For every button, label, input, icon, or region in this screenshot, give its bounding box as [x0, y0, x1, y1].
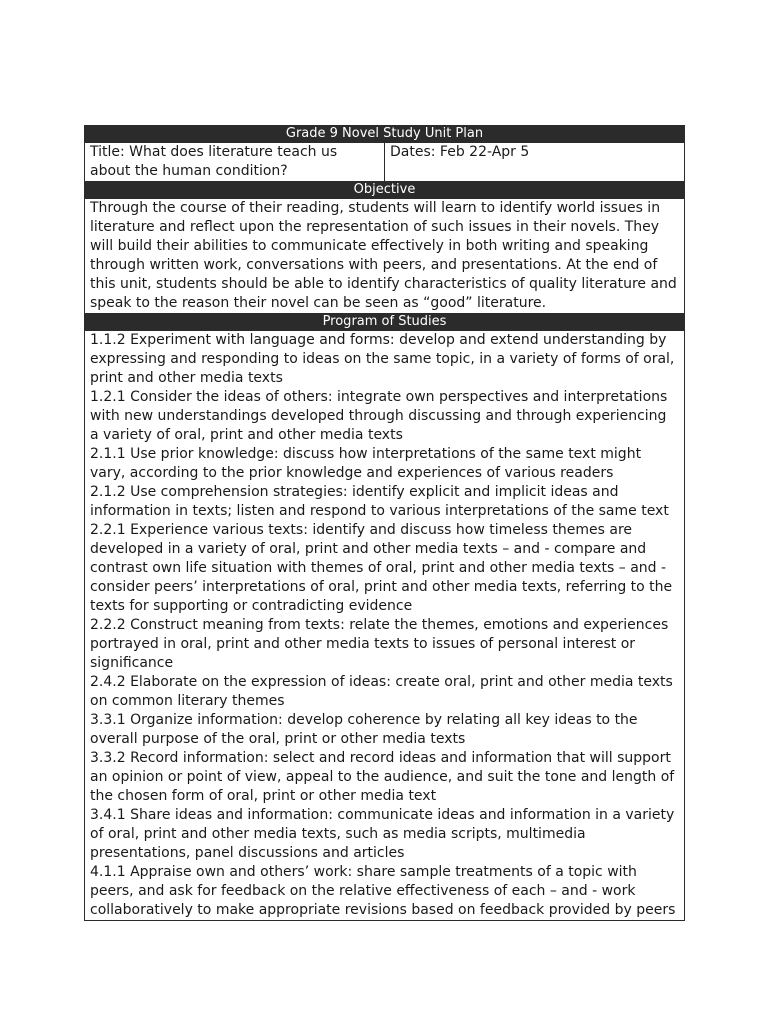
program-header-row — [85, 314, 685, 331]
program-item: 2.1.2 Use comprehension strategies: identify explicit and implicit ideas and information in texts; listen and respond to various interpretations of the same text — [90, 484, 669, 519]
program-of-studies-list — [90, 331, 679, 920]
title-dates-row — [85, 143, 685, 182]
title-cell: Title: What does literature teach us about the human condition? — [85, 143, 385, 182]
unit-plan-table — [84, 125, 685, 921]
program-item: 2.4.2 Elaborate on the expression of ideas: create oral, print and other media texts on common literary themes — [90, 674, 673, 709]
dates-cell: Dates: Feb 22-Apr 5 — [385, 143, 685, 182]
program-item: 2.1.1 Use prior knowledge: discuss how interpretations of the same text might vary, according to the prior knowledge and experiences of various readers — [90, 446, 642, 481]
program-item: 1.1.2 Experiment with language and forms: develop and extend understanding by expressing and responding to ideas on the same topic, in a variety of forms of oral, print and other media texts — [90, 332, 675, 386]
unit-plan-header: Grade 9 Novel Study Unit Plan — [85, 126, 685, 143]
objective-header-row — [85, 182, 685, 199]
program-of-studies-header: Program of Studies — [85, 314, 685, 331]
objective-text: Through the course of their reading, students will learn to identify world issues in literature and reflect upon the representation of such issues in their novels. They will build their abilities to communicate effectively in both writing and speaking through written work, conversations with peers, and presentations. At the end of this unit, students should be able to identify characteristics of quality literature and speak to the reason their novel can be seen as “good” literature. — [85, 199, 685, 314]
program-row — [85, 331, 685, 921]
program-of-studies-cell — [85, 331, 685, 921]
program-item: 3.4.1 Share ideas and information: communicate ideas and information in a variety of oral, print and other media texts, such as media scripts, multimedia presentations, panel discussions and articles — [90, 807, 675, 861]
program-item: 2.2.1 Experience various texts: identify and discuss how timeless themes are developed in a variety of oral, print and other media texts – and - compare and contrast own life situation with themes of oral, print and other media texts – and - consider peers’ interpretations of oral, print and other media texts, referring to the texts for supporting or contradicting evidence — [90, 522, 673, 614]
program-item: 3.3.1 Organize information: develop coherence by relating all key ideas to the overall purpose of the oral, print or other media texts — [90, 712, 638, 747]
program-item: 1.2.1 Consider the ideas of others: integrate own perspectives and interpretations with new understandings developed through discussing and through experiencing a variety of oral, print and other media texts — [90, 389, 668, 443]
header-row — [85, 126, 685, 143]
program-item: 3.3.2 Record information: select and record ideas and information that will support an opinion or point of view, appeal to the audience, and suit the tone and length of the chosen form of oral, print or other media text — [90, 750, 675, 804]
objective-row — [85, 199, 685, 314]
program-item: 4.1.1 Appraise own and others’ work: share sample treatments of a topic with peers, and ask for feedback on the relative effectiveness of each – and - work collaboratively to make appropriate revisions based on feedback provided by peers — [90, 864, 676, 918]
program-item: 2.2.2 Construct meaning from texts: relate the themes, emotions and experiences portrayed in oral, print and other media texts to issues of personal interest or significance — [90, 617, 669, 671]
objective-header: Objective — [85, 182, 685, 199]
